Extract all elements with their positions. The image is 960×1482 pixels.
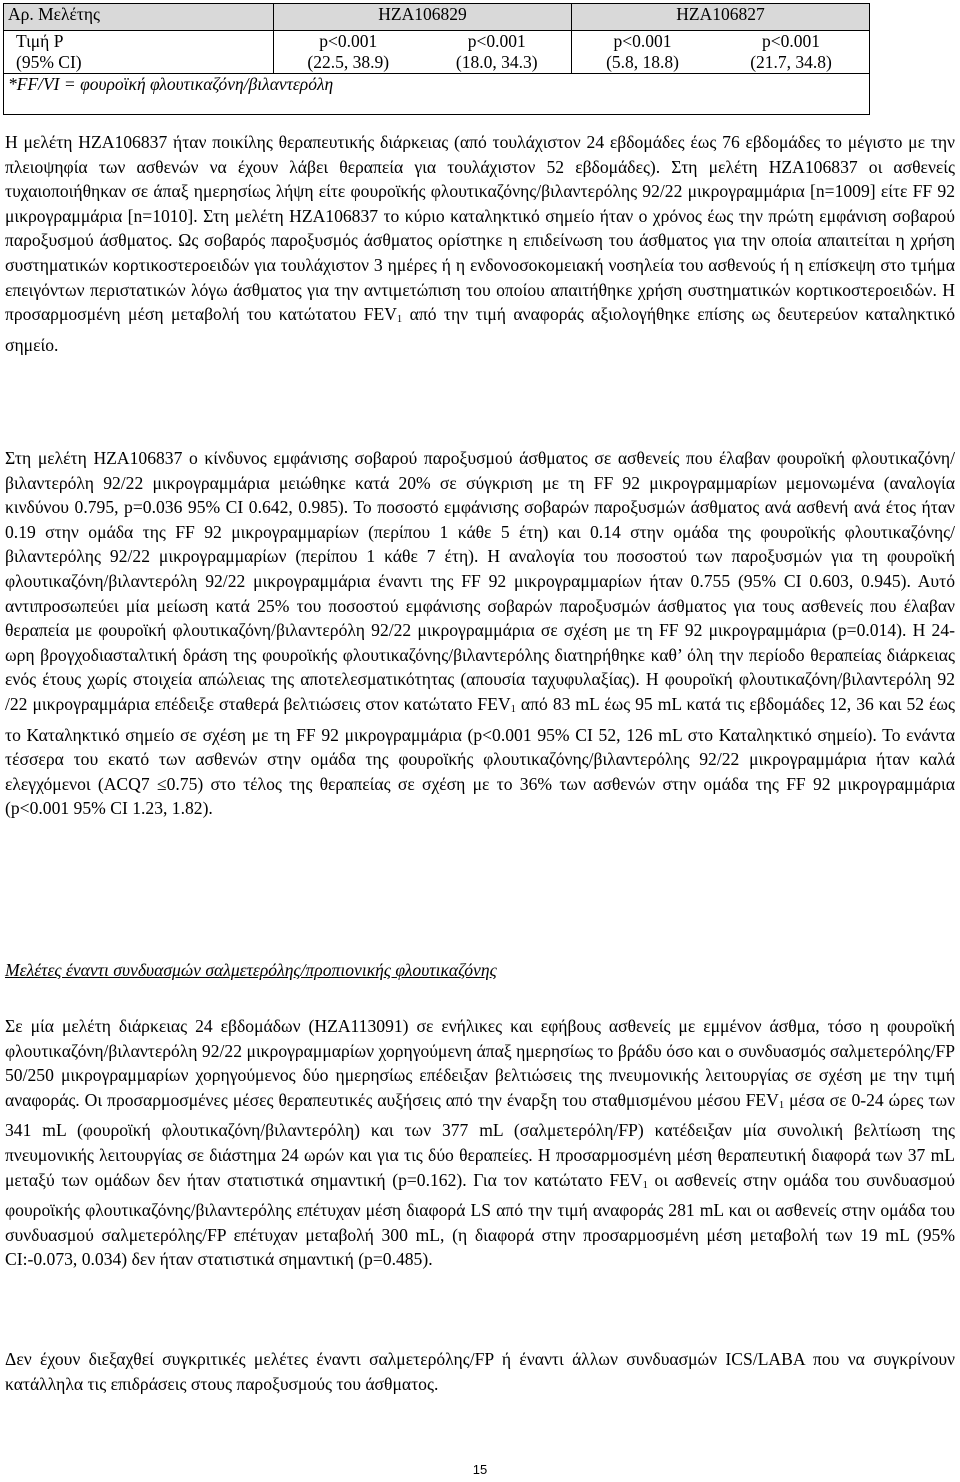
ci-value: (5.8, 18.8)	[606, 52, 679, 72]
table-cell	[423, 31, 572, 74]
ci-value: (21.7, 34.8)	[750, 52, 832, 72]
table-header-row	[4, 4, 870, 31]
ci-value: (18.0, 34.3)	[455, 52, 538, 72]
subscript: 1	[642, 1179, 648, 1191]
section-heading: Μελέτες έναντι συνδυασμών σαλμετερόλης/προπιονικής φλουτικαζόνης	[5, 960, 497, 980]
p-value: p<0.001	[319, 31, 378, 51]
paragraph-4	[5, 1347, 955, 1396]
paragraph-3-text: Σε μία μελέτη διάρκειας 24 εβδομάδων (HZA113091) σε ενήλικες και εφήβους ασθενείς με εμμένον άσθμα, τόσο η φουροϊκή φλουτικαζόνη/βιλαντερόλη 92/22 μικρογραμμαρίων χορηγούμενη άπαξ ημερησίως το βράδυ όσο και ο συνδυασμός σαλμετερόλης/FP 50/250 μικρογραμμαρίων χορηγούμενος δύο ημερησίως επέδειξαν βελτιώσεις της πνευμονικής λειτουργίας σε σχέση με την τιμή αναφοράς. Οι προσαρμοσμένες μέσες θεραπευτικές αυξήσεις από την έναρξη του σταθμισμένου μέσου FEV	[5, 1016, 955, 1110]
results-table	[3, 3, 870, 115]
paragraph-1-text: Η μελέτη HZA106837 ήταν ποικίλης θεραπευτικής διάρκειας (από τουλάχιστον 24 εβδομάδες έως 76 εβδομάδες το μέγιστο με την πλειοψηφία των ασθενών να έχουν λάβει θεραπεία για τουλάχιστον 52 εβδομάδες). Στη μελέτη HZA106837 οι ασθενείς τυχαιοποιήθηκαν σε άπαξ ημερησίως λήψη είτε φουροϊκής φλουτικαζόνης/βιλαντερόλης 92/22 μικρογραμμάρια [n=1009] είτε FF 92 μικρογραμμάρια [n=1010]. Στη μελέτη HZA106837 το κύριο καταληκτικό σημείο ήταν ο χρόνος έως την πρώτη εμφάνιση σοβαρού παροξυσμού άσθματος. Ως σοβαρός παροξυσμός άσθματος ορίστηκε η επιδείνωση του άσθματος για την οποία απαιτείται η χρήση συστηματικών κορτικοστεροειδών για τουλάχιστον 3 ημέρες ή η ενδονοσοκομειακή νοσηλεία του ασθενούς ή η επίσκεψη στο τμήμα επειγόντων περιστατικών λόγω άσθματος για την αντιμετώπιση του οποίου απαιτήθηκε χρήση συστηματικών κορτικοστεροειδών. Η προσαρμοσμένη μέση μεταβολή του κατώτατου FEV	[5, 132, 955, 325]
table-footnote-row	[4, 74, 870, 115]
subscript: 1	[396, 314, 403, 326]
row-label	[4, 31, 274, 74]
table-cell	[572, 31, 714, 74]
table-row	[4, 31, 870, 74]
paragraph-1-end: από την τιμή αναφοράς αξιολογήθηκε επίσης ως δευτερεύον καταληκτικό σημείο.	[5, 304, 955, 355]
row-label-line2: (95% CI)	[16, 52, 82, 72]
header-label: Αρ. Μελέτης	[4, 4, 274, 31]
paragraph-3-mid: μέσα σε 0-24 ώρες των 341 mL (φουροϊκή φλουτικαζόνη/βιλαντερόλη) και των 377 mL (σαλμετερόλη/FP) κατέδειξαν μία συνολική βελτίωση της πνευμονικής λειτουργίας σε διάστημα 24 ωρών και για τις δύο θεραπείες. Η προσαρμοσμένη μέση θεραπευτική διαφορά των 37 mL μεταξύ των ομάδων δεν ήταν στατιστικά σημαντική (p=0.162). Για τον κατώτατο FEV	[5, 1089, 955, 1190]
table-cell	[274, 31, 423, 74]
paragraph-3-end: οι ασθενείς στην ομάδα του συνδυασμού φουροϊκής φλουτικαζόνης/βιλαντερόλης επέτυχαν μέση διαφορά LS από την τιμή αναφοράς 281 mL και οι ασθενείς στην ομάδα του συνδυασμού σαλμετερόλης/FP επέτυχαν μεταβολή 300 mL, (η διαφορά στην προσαρμοσμένη μέση μεταβολή των 19 mL (95% CI:-0.073, 0.034) δεν ήταν στατιστικά σημαντική (p=0.485).	[5, 1169, 955, 1270]
page-number: 15	[472, 1462, 488, 1477]
paragraph-2-end: από 83 mL έως 95 mL κατά τις εβδομάδες 12, 36 και 52 έως το Καταληκτικό σημείο σε σχέση με τη FF 92 μικρογραμμάρια (p<0.001 95% CI 52, 126 mL στο Καταληκτικό σημείο). Το ενάντα τέσσερα του εκατό των ασθενών στην ομάδα της φουροϊκής φλουτικαζόνης/βιλαντερόλης 92/22 μικρογραμμάρια ήταν καλά ελεγχόμενοι (ACQ7 ≤0.75) στο τέλος της θεραπείας σε σχέση με το 36% των ασθενών στην ομάδα της FF 92 μικρογραμμάρια (p<0.001 95% CI 1.23, 1.82).	[5, 693, 955, 819]
table-footnote	[4, 74, 870, 115]
footnote-text: *FF/VI = φουροϊκή φλουτικαζόνη/βιλαντερόλη	[8, 74, 334, 94]
subscript: 1	[510, 703, 516, 715]
row-label-line1: Τιμή P	[16, 31, 64, 51]
p-value: p<0.001	[762, 31, 821, 51]
paragraph-4-text: Δεν έχουν διεξαχθεί συγκριτικές μελέτες έναντι σαλμετερόλης/FP ή έναντι άλλων συνδυασμών ICS/LABA που να συγκρίνουν κατάλληλα τις επιδράσεις στους παροξυσμούς του άσθματος.	[5, 1349, 955, 1394]
paragraph-1	[5, 130, 955, 357]
p-value: p<0.001	[613, 31, 672, 51]
subscript: 1	[778, 1099, 785, 1111]
paragraph-3	[5, 1014, 955, 1272]
header-study-1: HZA106829	[274, 4, 572, 31]
paragraph-2-text: Στη μελέτη HZA106837 ο κίνδυνος εμφάνισης σοβαρού παροξυσμού άσθματος σε ασθενείς που έλαβαν φουροϊκή φλουτικαζόνη/βιλαντερόλη 92/22 μικρογραμμάρια μειώθηκε κατά 20% σε σύγκριση με τη FF 92 μικρογραμμαρίων μεμονωμένα (αναλογία κινδύνου 0.795, p=0.036 95% CI 0.642, 0.985). Το ποσοστό εμφάνισης σοβαρών παροξυσμών άσθματος ανά ασθενή ανά έτος ήταν 0.19 στην ομάδα της FF 92 μικρογραμμαρίων (περίπου 1 κάθε 5 έτη) και 0.14 στην ομάδα της φουροϊκής φλουτικαζόνης/βιλαντερόλης 92/22 μικρογραμμαρίων (περίπου 1 κάθε 7 έτη). Η αναλογία του ποσοστού των παροξυσμών για τη φουροϊκή φλουτικαζόνη/βιλαντερόλη 92/22 μικρογραμμάρια έναντι της FF 92 μικρογραμμαρίων ήταν 0.755 (95% CI 0.603, 0.945). Αυτό αντιπροσωπεύει μία μείωση κατά 25% του ποσοστού εμφάνισης σοβαρών παροξυσμών άσθματος για τους ασθενείς που έλαβαν θεραπεία με φουροϊκή φλουτικαζόνη/βιλαντερόλη 92/22 μικρογραμμάρια σε σχέση με τη FF 92 μικρογραμμάρια (p=0.014). Η 24-ωρη βρογχοδιασταλτική δράση της φουροϊκής φλουτικαζόνης/βιλαντερόλης διατηρήθηκε καθ’ όλη την περίοδο θεραπείας διάρκειας ενός έτους χωρίς στοιχεία απώλειας της αποτελεσματικότητας (απουσία ταχυφυλαξίας). Η φουροϊκή φλουτικαζόνη/βιλαντερόλη 92 /22 μικρογραμμάρια επέδειξε σταθερά βελτιώσεις στον κατώτατο FEV	[5, 448, 955, 714]
paragraph-2	[5, 446, 955, 821]
header-study-2: HZA106827	[572, 4, 870, 31]
p-value: p<0.001	[467, 31, 526, 51]
ci-value: (22.5, 38.9)	[307, 52, 390, 72]
table-cell	[713, 31, 869, 74]
